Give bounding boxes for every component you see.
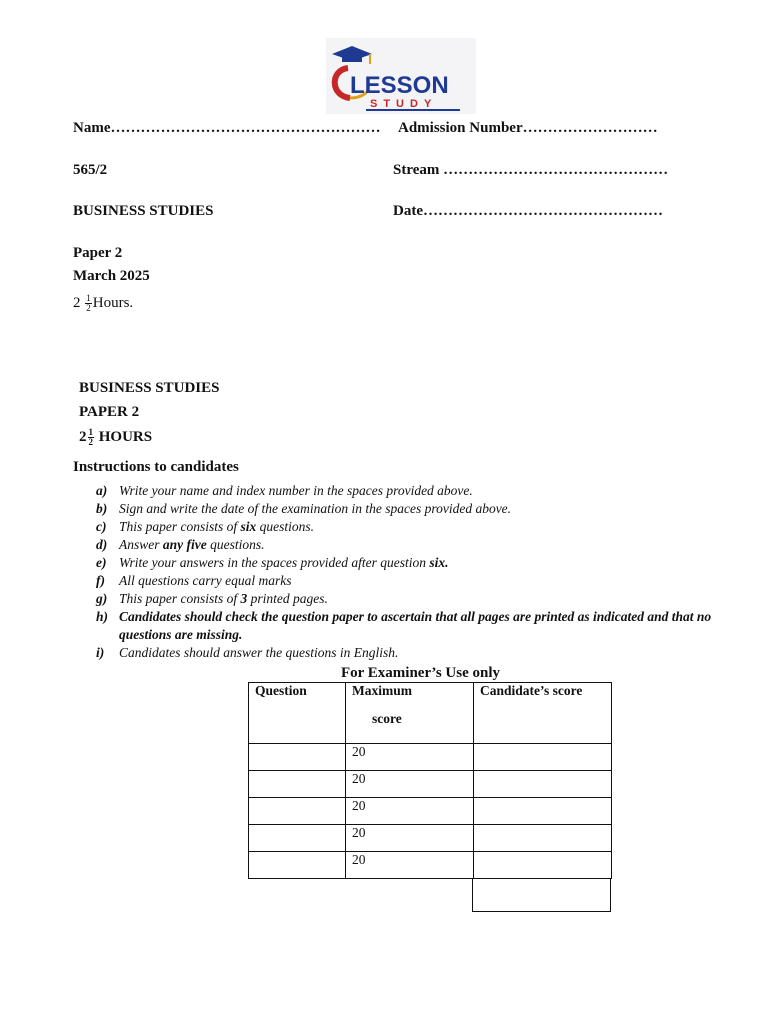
instruction-text-pre: This paper consists of: [119, 591, 241, 606]
instruction-text-post: printed pages.: [247, 591, 328, 606]
duration-unit: Hours.: [92, 294, 134, 311]
instruction-text: [119, 518, 726, 536]
max-score-header-line2: score: [372, 711, 402, 726]
second-duration-fraction: [88, 428, 95, 447]
second-duration-whole: 2: [79, 428, 87, 445]
candidate-score-cell[interactable]: [474, 852, 612, 879]
table-row: [249, 825, 612, 852]
question-cell[interactable]: [249, 771, 346, 798]
logo-bottom-text: STUDY: [370, 98, 438, 110]
duration-whole: 2: [73, 294, 81, 311]
instruction-item: [96, 536, 726, 554]
instruction-text-bold: six: [240, 519, 257, 534]
paper-label: Paper 2: [73, 245, 123, 261]
instruction-item: [96, 644, 726, 662]
second-duration: [79, 428, 152, 447]
question-column-header: Question: [249, 683, 346, 744]
date-field-label: Date…………………………………………: [393, 203, 663, 219]
instruction-item: [96, 482, 726, 500]
duration-num: 1: [86, 293, 91, 303]
second-paper-label: PAPER 2: [79, 404, 140, 420]
duration-fraction: [85, 294, 92, 313]
candidate-score-cell[interactable]: [474, 771, 612, 798]
table-row: [249, 771, 612, 798]
paper-code: 565/2: [73, 162, 108, 178]
logo-top-text: LESSON: [350, 72, 449, 99]
instruction-letter: b): [96, 501, 108, 516]
admission-number-label: Admission Number………………………: [398, 120, 658, 136]
instruction-letter: f): [96, 573, 105, 588]
max-score-cell: 20: [346, 825, 474, 852]
question-cell[interactable]: [249, 744, 346, 771]
instruction-text: All questions carry equal marks: [119, 573, 292, 588]
lesson-study-logo: [326, 38, 476, 114]
question-cell[interactable]: [249, 852, 346, 879]
candidate-score-cell[interactable]: [474, 744, 612, 771]
question-cell[interactable]: [249, 798, 346, 825]
instruction-item: [96, 572, 726, 590]
instruction-text: [119, 536, 726, 554]
max-score-cell: 20: [346, 744, 474, 771]
instruction-letter: i): [96, 645, 105, 660]
table-row: [249, 744, 612, 771]
instruction-text-pre: Write your answers in the spaces provided after question: [119, 555, 430, 570]
instruction-text: [119, 554, 726, 572]
stream-field-label: Stream ………………………………………: [393, 162, 669, 178]
instructions-list: [96, 482, 726, 662]
second-duration-num: 1: [88, 427, 93, 437]
second-subject-title: BUSINESS STUDIES: [79, 380, 220, 396]
instruction-letter: d): [96, 537, 108, 552]
duration: [73, 294, 133, 313]
instruction-text: [119, 590, 726, 608]
instruction-text-post: questions.: [256, 519, 315, 534]
logo-graphic: [326, 38, 476, 114]
max-score-cell: 20: [346, 798, 474, 825]
instruction-text: Candidates should answer the questions in English.: [119, 645, 399, 660]
examiner-score-table: [248, 682, 612, 879]
instruction-text-bold: six.: [429, 555, 449, 570]
instruction-text-bold: 3: [240, 591, 248, 606]
table-row: [249, 798, 612, 825]
candidate-score-column-header: Candidate’s score: [474, 683, 612, 744]
examiner-table-title: For Examiner’s Use only: [341, 665, 501, 681]
instruction-text-pre: Answer: [119, 537, 163, 552]
instruction-letter: c): [96, 519, 107, 534]
instruction-text: Sign and write the date of the examination in the spaces provided above.: [119, 501, 512, 516]
instruction-text-post: questions.: [206, 537, 265, 552]
second-duration-unit: HOURS: [98, 428, 153, 445]
subject-title: BUSINESS STUDIES: [73, 203, 214, 219]
instruction-text-pre: This paper consists of: [119, 519, 241, 534]
instruction-item: [96, 554, 726, 572]
instruction-text: Write your name and index number in the spaces provided above.: [119, 483, 473, 498]
exam-month: March 2025: [73, 268, 150, 284]
instructions-title: Instructions to candidates: [73, 459, 239, 475]
name-field-label: Name………………………………………………: [73, 120, 381, 136]
max-score-header-line1: Maximum: [352, 683, 412, 698]
instruction-text-bold: any five: [162, 537, 207, 552]
instruction-text: Candidates should check the question paper to ascertain that all pages are printed as indicated and that no questions are missing.: [119, 609, 712, 642]
duration-den: 2: [86, 303, 91, 313]
total-score-box[interactable]: [472, 878, 611, 912]
table-row: [249, 852, 612, 879]
instruction-letter: h): [96, 609, 109, 624]
instruction-item: [96, 500, 726, 518]
max-score-column-header: [346, 683, 474, 744]
instruction-letter: g): [96, 591, 108, 606]
instruction-item: [96, 590, 726, 608]
candidate-score-cell[interactable]: [474, 825, 612, 852]
instruction-item: [96, 608, 726, 644]
instruction-letter: e): [96, 555, 107, 570]
max-score-cell: 20: [346, 771, 474, 798]
second-duration-den: 2: [88, 437, 93, 447]
candidate-score-cell[interactable]: [474, 798, 612, 825]
question-cell[interactable]: [249, 825, 346, 852]
instruction-letter: a): [96, 483, 108, 498]
table-header-row: [249, 683, 612, 744]
max-score-cell: 20: [346, 852, 474, 879]
instruction-item: [96, 518, 726, 536]
